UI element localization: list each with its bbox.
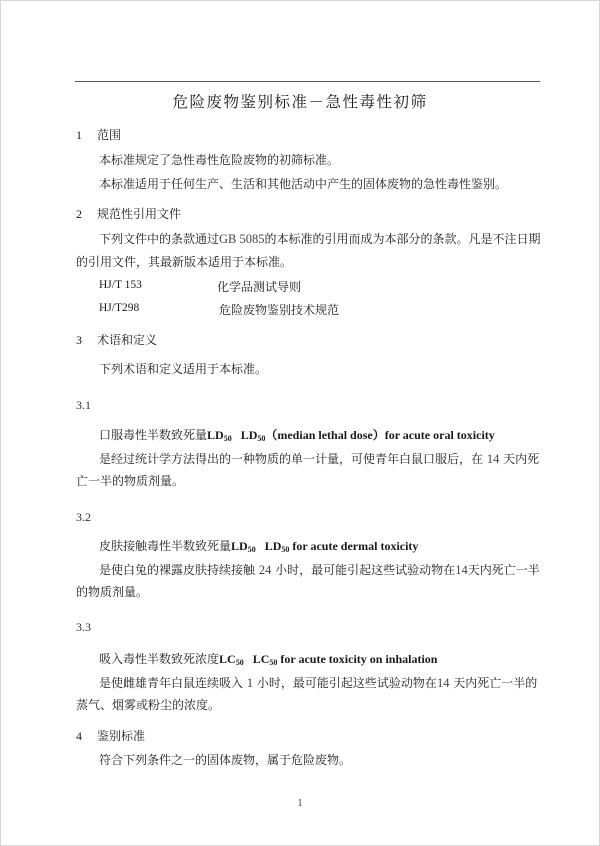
section-3-heading: 3 术语和定义 <box>76 333 158 347</box>
section-2-paragraph-line-1: 下列文件中的条款通过GB 5085的本标准的引用而成为本部分的条款。凡是不注日期 <box>99 232 541 246</box>
term-3-1-definition-line-2: 亡一半的物质剂量。 <box>76 474 185 488</box>
section-4-paragraph-1: 符合下列条件之一的固体废物，属于危险废物。 <box>99 753 352 767</box>
term-3-3-title: 吸入毒性半数致死浓度$LC_{50}$ $LC_{50}$ for acute toxicity on inhalation <box>99 652 438 667</box>
term-3-2-definition-line-1: 是使白兔的裸露皮肤持续接触 24 小时，最可能引起这些试验动物在14天内死亡一半 <box>99 563 540 577</box>
section-2-paragraph-line-2: 的引用文件，其最新版本适用于本标准。 <box>76 255 293 269</box>
header-rule <box>75 81 540 82</box>
reference-title-1: 化学品测试导则 <box>217 280 302 294</box>
term-3-1-title: 口服毒性半数致死量$LD_{50}$ $LD_{50}(median$ lethal dose）for acute oral toxicity <box>99 428 495 443</box>
document-title: 危险废物鉴别标准－急性毒性初筛 <box>172 93 428 111</box>
reference-code-2: HJ/T298 <box>99 302 140 314</box>
section-2-heading: 2 规范性引用文件 <box>76 207 182 221</box>
page-number: 1 <box>297 798 303 809</box>
term-3-3-definition-line-1: 是使雌雄青年白鼠连续吸入 1 小时，最可能引起这些试验动物在14 天内死亡一半的 <box>99 676 538 690</box>
section-1-heading: 1 范围 <box>76 128 122 142</box>
reference-title-2: 危险废物鉴别技术规范 <box>219 303 340 317</box>
section-1-paragraph-2: 本标准适用于任何生产、生活和其他活动中产生的固体废物的急性毒性鉴别。 <box>99 177 508 191</box>
section-1-paragraph-1: 本标准规定了急性毒性危险废物的初筛标准。 <box>99 153 340 167</box>
term-3-2-number: 3.2 <box>76 510 91 524</box>
term-3-1-definition-line-1: 是经过统计学方法得出的一种物质的单一计量，可使青年白鼠口服后，在 14 天内死 <box>99 452 540 466</box>
term-3-1-number: 3.1 <box>76 398 91 412</box>
section-3-intro: 下列术语和定义适用于本标准。 <box>99 362 268 376</box>
term-3-3-definition-line-2: 蒸气、烟雾或粉尘的浓度。 <box>76 698 221 712</box>
term-3-2-definition-line-2: 的物质剂量。 <box>76 585 149 599</box>
reference-code-1: HJ/T 153 <box>99 279 142 291</box>
term-3-2-title: 皮肤接触毒性半数致死量$LD_{50}$ $LD_{50}$ for acute dermal toxicity <box>99 539 419 554</box>
section-4-heading: 4 鉴别标准 <box>76 729 146 743</box>
term-3-3-number: 3.3 <box>76 620 91 634</box>
